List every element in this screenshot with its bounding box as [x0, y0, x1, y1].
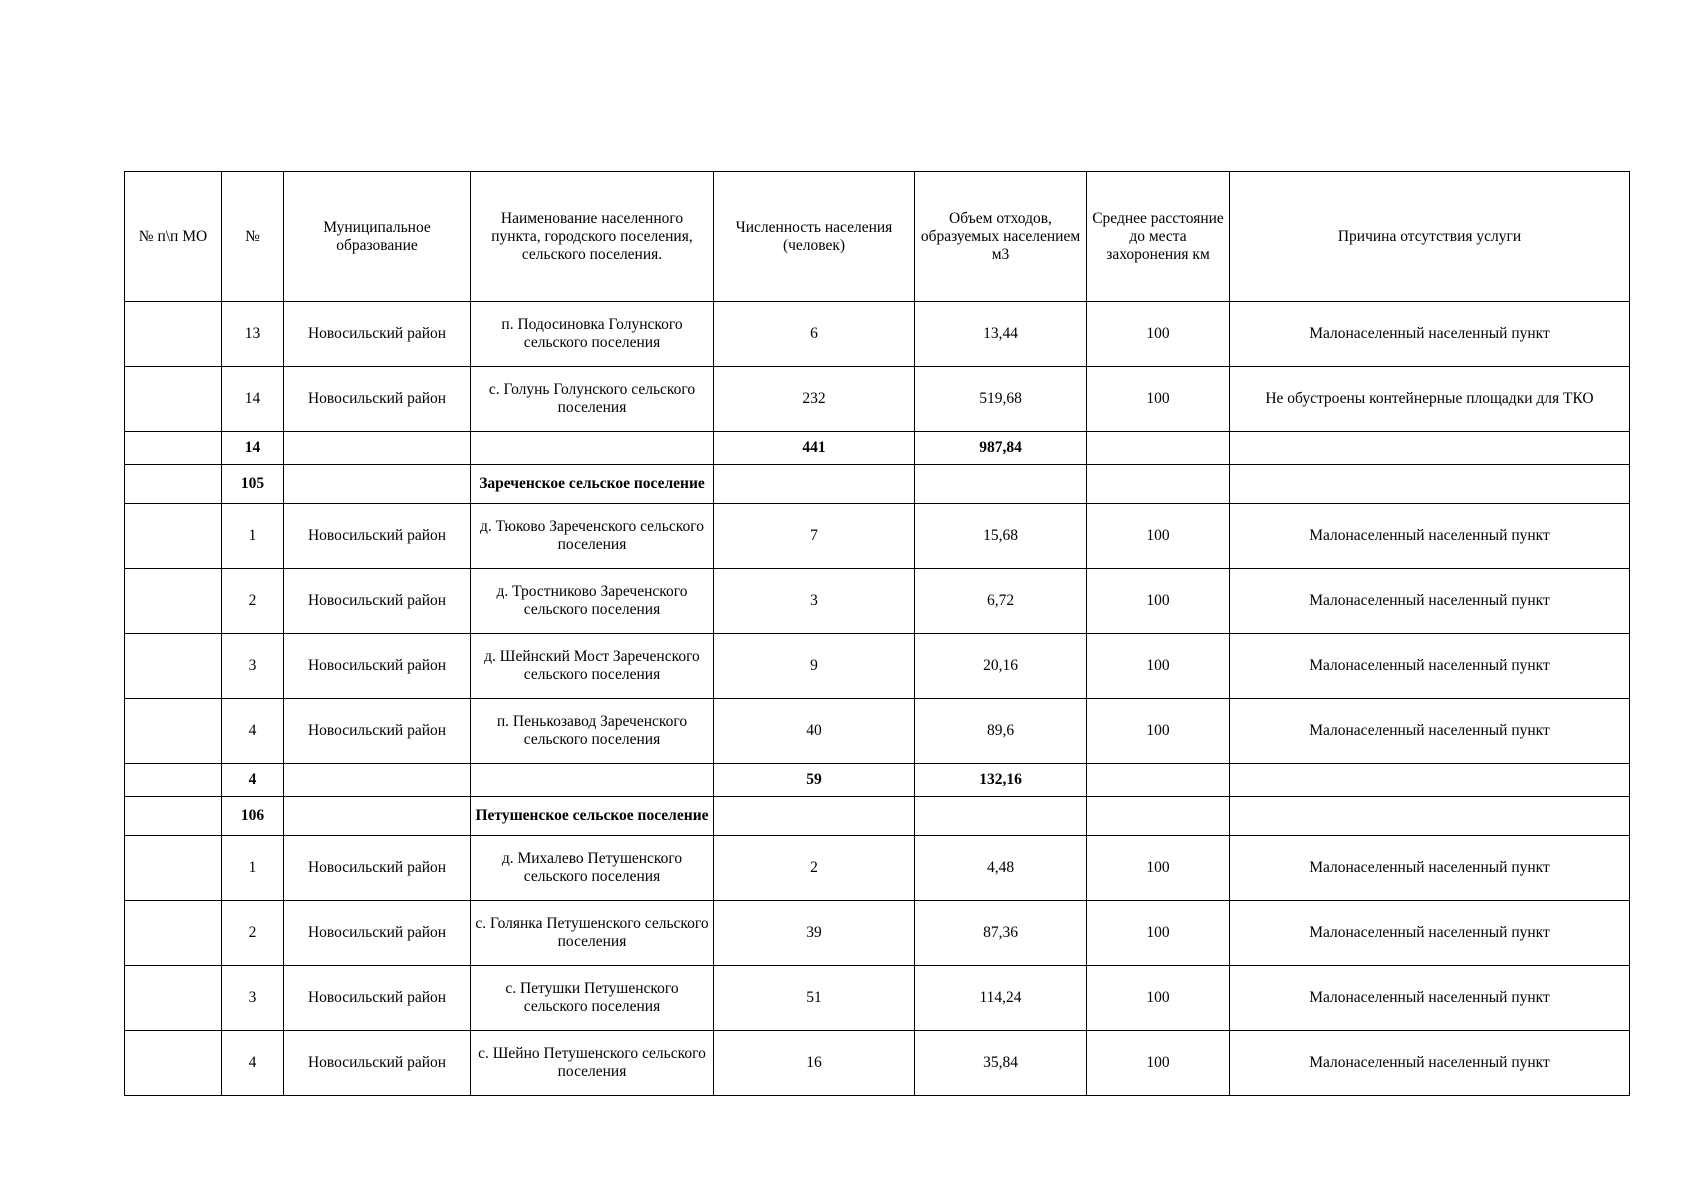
cell-population: 51	[714, 966, 915, 1031]
cell-settlement-name: Зареченское сельское поселение	[471, 465, 714, 504]
cell-municipality: Новосильский район	[284, 569, 471, 634]
cell-distance: 100	[1087, 1031, 1230, 1096]
table-row	[125, 901, 1630, 966]
cell-settlement-name: с. Голунь Голунского сельского поселения	[471, 367, 714, 432]
cell-distance	[1087, 465, 1230, 504]
cell-mo-number	[125, 367, 222, 432]
waste-table	[124, 171, 1630, 1096]
cell-mo-number	[125, 836, 222, 901]
cell-municipality: Новосильский район	[284, 966, 471, 1031]
cell-reason: Малонаселенный населенный пункт	[1230, 569, 1630, 634]
cell-population: 39	[714, 901, 915, 966]
cell-population: 16	[714, 1031, 915, 1096]
cell-waste-volume	[915, 797, 1087, 836]
header-distance: Среднее расстояние до места захоронения км	[1087, 172, 1230, 302]
cell-number: 1	[222, 836, 284, 901]
cell-population	[714, 797, 915, 836]
cell-municipality: Новосильский район	[284, 367, 471, 432]
cell-distance: 100	[1087, 504, 1230, 569]
cell-population	[714, 465, 915, 504]
cell-mo-number	[125, 901, 222, 966]
cell-waste-volume: 6,72	[915, 569, 1087, 634]
cell-settlement-name: с. Петушки Петушенского сельского поселения	[471, 966, 714, 1031]
cell-population: 6	[714, 302, 915, 367]
table-row	[125, 504, 1630, 569]
cell-settlement-name: п. Подосиновка Голунского сельского поселения	[471, 302, 714, 367]
cell-waste-volume	[915, 465, 1087, 504]
cell-mo-number	[125, 1031, 222, 1096]
cell-settlement-name: д. Михалево Петушенского сельского поселения	[471, 836, 714, 901]
cell-distance: 100	[1087, 569, 1230, 634]
cell-waste-volume: 35,84	[915, 1031, 1087, 1096]
table-header-row	[125, 172, 1630, 302]
cell-municipality: Новосильский район	[284, 302, 471, 367]
cell-mo-number	[125, 764, 222, 797]
cell-waste-volume: 132,16	[915, 764, 1087, 797]
cell-number: 2	[222, 901, 284, 966]
cell-mo-number	[125, 797, 222, 836]
cell-distance: 100	[1087, 634, 1230, 699]
cell-distance: 100	[1087, 966, 1230, 1031]
cell-distance	[1087, 764, 1230, 797]
table-row	[125, 1031, 1630, 1096]
cell-number: 4	[222, 764, 284, 797]
table-row	[125, 966, 1630, 1031]
cell-waste-volume: 87,36	[915, 901, 1087, 966]
cell-waste-volume: 13,44	[915, 302, 1087, 367]
cell-settlement-name: д. Тюково Зареченского сельского поселения	[471, 504, 714, 569]
table-body	[125, 302, 1630, 1096]
cell-waste-volume: 4,48	[915, 836, 1087, 901]
header-reason: Причина отсутствия услуги	[1230, 172, 1630, 302]
table-row	[125, 634, 1630, 699]
cell-number: 106	[222, 797, 284, 836]
table-row	[125, 367, 1630, 432]
cell-municipality	[284, 797, 471, 836]
cell-mo-number	[125, 465, 222, 504]
cell-settlement-name: с. Шейно Петушенского сельского поселения	[471, 1031, 714, 1096]
cell-population: 3	[714, 569, 915, 634]
table-row	[125, 836, 1630, 901]
cell-reason	[1230, 764, 1630, 797]
cell-waste-volume: 20,16	[915, 634, 1087, 699]
cell-municipality	[284, 432, 471, 465]
cell-population: 7	[714, 504, 915, 569]
cell-reason	[1230, 797, 1630, 836]
cell-mo-number	[125, 634, 222, 699]
cell-mo-number	[125, 302, 222, 367]
cell-distance: 100	[1087, 836, 1230, 901]
cell-number: 3	[222, 966, 284, 1031]
cell-number: 2	[222, 569, 284, 634]
cell-municipality: Новосильский район	[284, 504, 471, 569]
cell-number: 13	[222, 302, 284, 367]
table-row	[125, 302, 1630, 367]
cell-reason: Малонаселенный населенный пункт	[1230, 966, 1630, 1031]
cell-waste-volume: 114,24	[915, 966, 1087, 1031]
cell-distance	[1087, 432, 1230, 465]
table-row	[125, 569, 1630, 634]
header-number: №	[222, 172, 284, 302]
cell-mo-number	[125, 432, 222, 465]
cell-municipality: Новосильский район	[284, 699, 471, 764]
cell-reason	[1230, 465, 1630, 504]
subtotal-row	[125, 764, 1630, 797]
header-settlement-name: Наименование населенного пункта, городского поселения, сельского поселения.	[471, 172, 714, 302]
cell-municipality	[284, 465, 471, 504]
cell-population: 441	[714, 432, 915, 465]
cell-number: 3	[222, 634, 284, 699]
cell-distance: 100	[1087, 901, 1230, 966]
cell-number: 105	[222, 465, 284, 504]
cell-settlement-name: д. Шейнский Мост Зареченского сельского поселения	[471, 634, 714, 699]
cell-municipality: Новосильский район	[284, 901, 471, 966]
cell-population: 2	[714, 836, 915, 901]
cell-waste-volume: 89,6	[915, 699, 1087, 764]
cell-distance: 100	[1087, 302, 1230, 367]
cell-waste-volume: 987,84	[915, 432, 1087, 465]
cell-reason: Малонаселенный населенный пункт	[1230, 504, 1630, 569]
cell-reason: Малонаселенный населенный пункт	[1230, 901, 1630, 966]
cell-municipality: Новосильский район	[284, 1031, 471, 1096]
cell-settlement-name: д. Тростниково Зареченского сельского поселения	[471, 569, 714, 634]
cell-reason: Малонаселенный населенный пункт	[1230, 1031, 1630, 1096]
cell-waste-volume: 519,68	[915, 367, 1087, 432]
cell-settlement-name	[471, 764, 714, 797]
cell-mo-number	[125, 699, 222, 764]
cell-population: 59	[714, 764, 915, 797]
cell-mo-number	[125, 569, 222, 634]
cell-number: 14	[222, 367, 284, 432]
cell-population: 9	[714, 634, 915, 699]
cell-settlement-name: с. Голянка Петушенского сельского поселения	[471, 901, 714, 966]
section-header-row	[125, 797, 1630, 836]
cell-reason: Малонаселенный населенный пункт	[1230, 634, 1630, 699]
cell-population: 232	[714, 367, 915, 432]
cell-number: 14	[222, 432, 284, 465]
header-municipality: Муниципальное образование	[284, 172, 471, 302]
cell-number: 4	[222, 699, 284, 764]
cell-reason: Не обустроены контейнерные площадки для ТКО	[1230, 367, 1630, 432]
section-header-row	[125, 465, 1630, 504]
cell-mo-number	[125, 504, 222, 569]
cell-reason: Малонаселенный населенный пункт	[1230, 836, 1630, 901]
cell-distance: 100	[1087, 367, 1230, 432]
subtotal-row	[125, 432, 1630, 465]
cell-waste-volume: 15,68	[915, 504, 1087, 569]
cell-number: 1	[222, 504, 284, 569]
cell-population: 40	[714, 699, 915, 764]
cell-distance	[1087, 797, 1230, 836]
cell-reason: Малонаселенный населенный пункт	[1230, 302, 1630, 367]
header-population: Численность населения (человек)	[714, 172, 915, 302]
table-row	[125, 699, 1630, 764]
cell-settlement-name: п. Пенькозавод Зареченского сельского поселения	[471, 699, 714, 764]
header-mo-number: № п\п МО	[125, 172, 222, 302]
cell-settlement-name	[471, 432, 714, 465]
cell-settlement-name: Петушенское сельское поселение	[471, 797, 714, 836]
cell-municipality: Новосильский район	[284, 634, 471, 699]
cell-reason: Малонаселенный населенный пункт	[1230, 699, 1630, 764]
cell-municipality	[284, 764, 471, 797]
cell-distance: 100	[1087, 699, 1230, 764]
cell-reason	[1230, 432, 1630, 465]
cell-municipality: Новосильский район	[284, 836, 471, 901]
cell-number: 4	[222, 1031, 284, 1096]
header-waste-volume: Объем отходов, образуемых населением м3	[915, 172, 1087, 302]
cell-mo-number	[125, 966, 222, 1031]
